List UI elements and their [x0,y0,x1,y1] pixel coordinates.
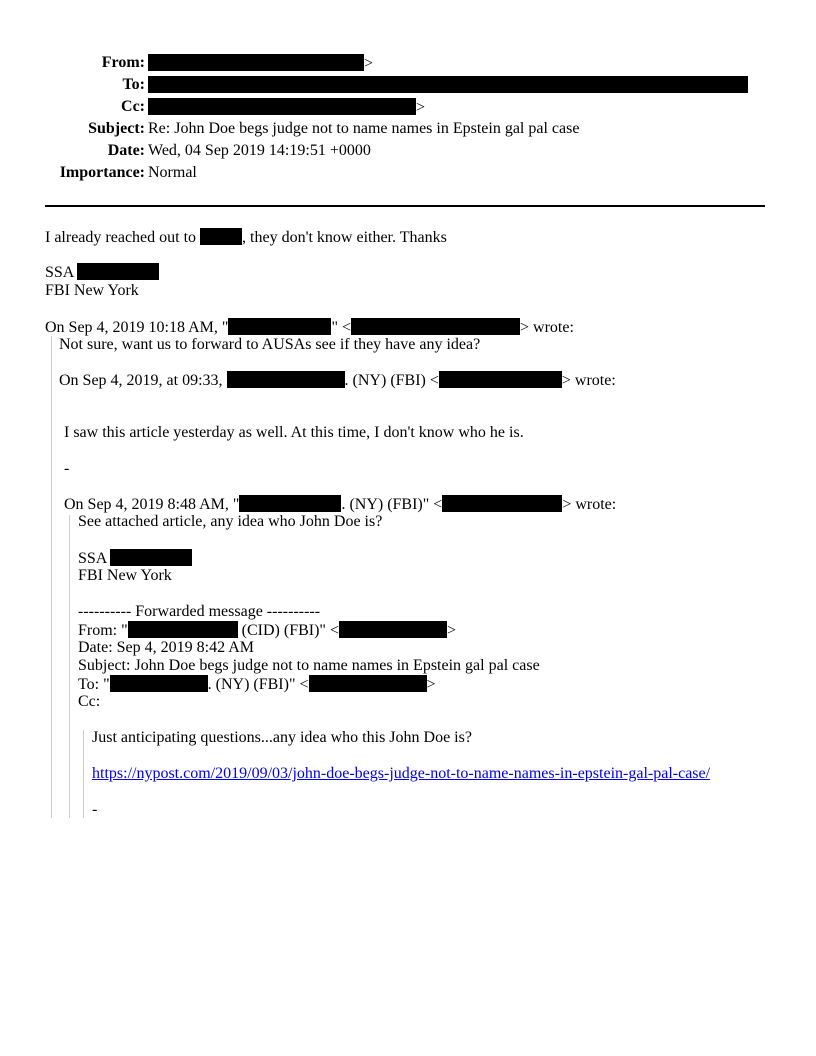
quote2-mid: . (NY) (FBI) < [344,372,439,389]
forwarded-header: ---------- Forwarded message ---------- [78,603,321,620]
fwd-to-post: > [426,676,436,693]
header-divider [45,205,765,207]
redaction-block [148,98,416,115]
to-value [148,76,748,95]
quote-bar-level1 [51,336,52,818]
forwarded-from [78,621,456,640]
quote2-post: > wrote: [561,372,616,389]
reply-text-post: , they don't know either. Thanks [242,229,447,246]
importance-label: Importance: [59,164,145,181]
redaction-block [227,371,345,388]
redaction-block [442,495,562,512]
from-value [148,54,373,73]
quote1-pre: On Sep 4, 2019 10:18 AM, " [45,319,229,336]
redaction-block [148,76,748,93]
redaction-block [351,318,520,335]
quote3-post: > wrote: [562,496,617,513]
quote1-text: Not sure, want us to forward to AUSAs see if they have any idea? [59,336,481,353]
subject-label: Subject: [88,120,145,137]
cc-label: Cc: [121,98,145,115]
redaction-block [77,263,159,280]
redaction-block [239,495,341,512]
reply-text-pre: I already reached out to [45,229,197,246]
signature-office: FBI New York [45,282,139,299]
redaction-block [128,621,238,638]
quote2-attribution [59,371,616,390]
article-link-line [92,765,710,783]
redaction-block [200,228,242,245]
cc-suffix: > [416,99,426,116]
redaction-block [439,371,562,388]
quote1-post: > wrote: [520,319,574,336]
quote3-attribution [64,495,616,514]
forwarded-cc: Cc: [78,693,101,710]
fwd-from-mid: (CID) (FBI)" < [237,622,339,639]
redaction-block [339,621,447,638]
forwarded-date: Date: Sep 4, 2019 8:42 AM [78,639,254,656]
quote1-attribution [45,318,574,337]
redaction-block [309,675,427,692]
redaction-block [228,318,331,335]
from-label: From: [101,54,145,71]
signature2-office: FBI New York [78,567,172,584]
quote1-mid: " < [331,319,351,336]
quote3-pre: On Sep 4, 2019 8:48 AM, " [64,496,240,513]
quote2-text: I saw this article yesterday as well. At this time, I don't know who he is. [64,424,524,441]
quote2-dash: - [64,460,70,477]
redaction-block [110,549,192,566]
quote-bar-level2 [69,515,70,818]
fwd-to-mid: . (NY) (FBI)" < [207,676,309,693]
date-label: Date: [107,142,145,159]
date-value: Wed, 04 Sep 2019 14:19:51 +0000 [148,142,371,159]
forwarded-subject: Subject: John Doe begs judge not to name names in Epstein gal pal case [78,657,540,674]
quote-bar-level3 [83,730,84,818]
article-link[interactable]: https://nypost.com/2019/09/03/john-doe-begs-judge-not-to-name-names-in-epstein-gal-pal-case/ [92,765,711,782]
forwarded-to [78,675,436,694]
signature2-title [78,549,192,568]
redaction-block [110,675,208,692]
fwd-from-pre: From: " [78,622,128,639]
sig2-title-text: SSA [78,550,107,567]
forwarded-text: Just anticipating questions...any idea who this John Doe is? [92,729,472,746]
subject-value: Re: John Doe begs judge not to name names in Epstein gal pal case [148,120,580,137]
quote3-text: See attached article, any idea who John Doe is? [78,513,383,530]
from-suffix: > [364,55,374,72]
fwd-from-post: > [446,622,457,639]
importance-value: Normal [148,164,197,181]
to-label: To: [122,76,145,93]
signature-title [45,263,159,282]
fwd-to-pre: To: " [78,676,110,693]
sig-title-text: SSA [45,264,74,281]
quote3-mid: . (NY) (FBI)" < [341,496,443,513]
cc-value [148,98,425,117]
reply-line [45,228,447,247]
forwarded-dash: - [92,801,98,818]
quote2-pre: On Sep 4, 2019, at 09:33, [59,372,223,389]
redaction-block [148,54,364,71]
